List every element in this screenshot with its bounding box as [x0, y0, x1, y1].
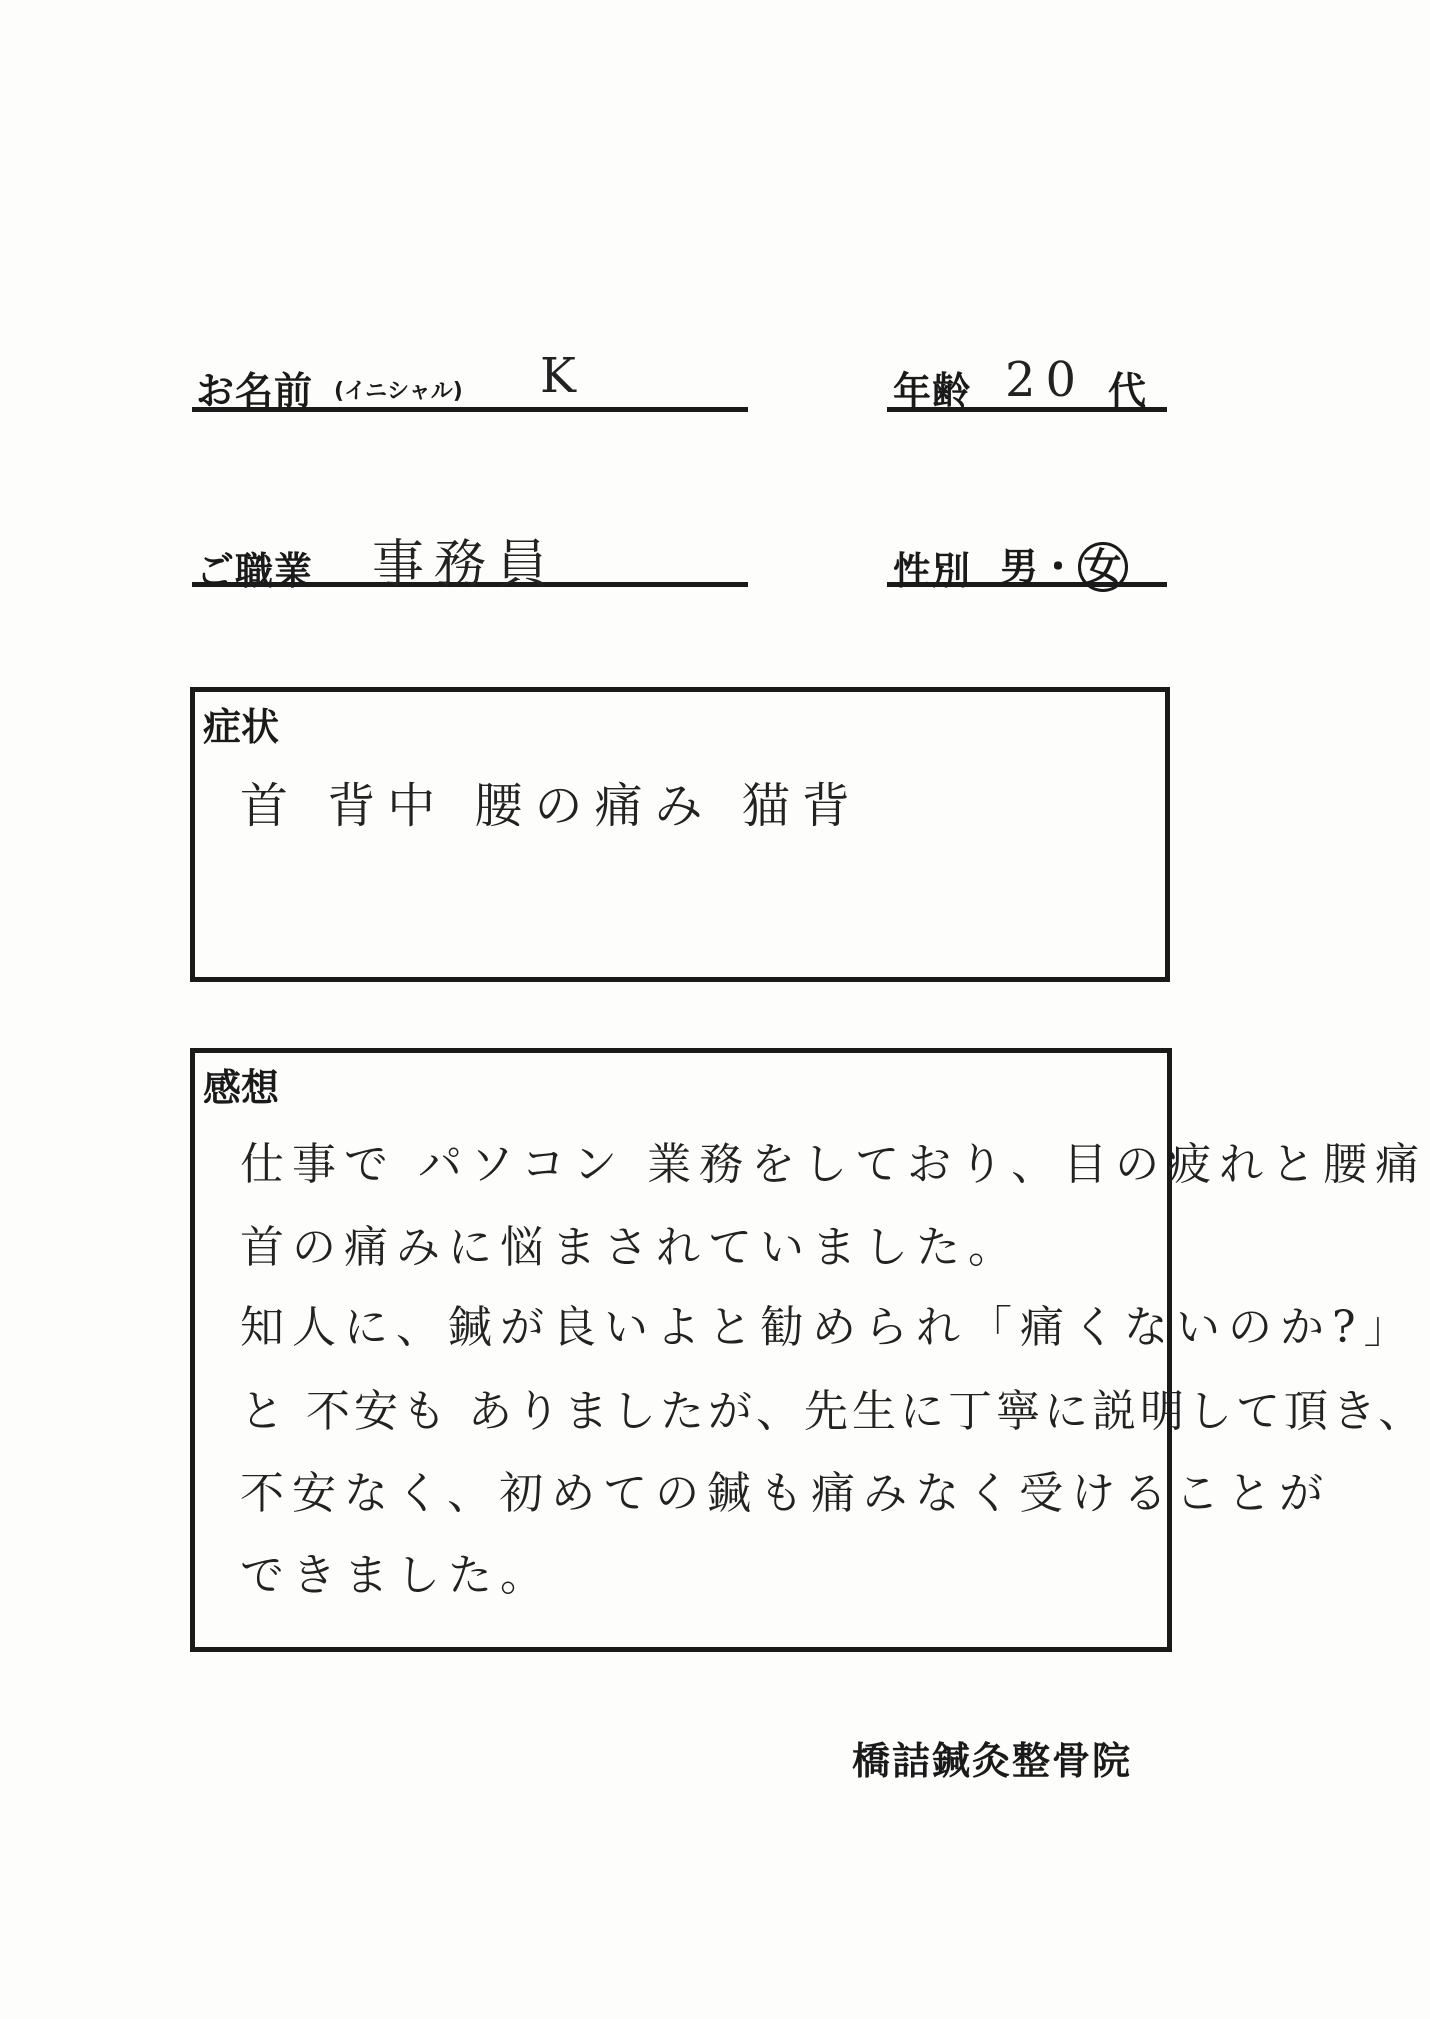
impressions-line: 知人に、鍼が良いよと勧められ「痛くないのか?」	[240, 1302, 1416, 1353]
impressions-line: 仕事で パソコン 業務をしており、目の疲れと腰痛	[240, 1139, 1428, 1190]
symptoms-box	[190, 687, 1170, 982]
age-value: 20	[1005, 352, 1087, 408]
clinic-name: 橋詰鍼灸整骨院	[852, 1739, 1133, 1783]
symptoms-title: 症状	[203, 705, 280, 749]
impressions-line: 不安なく、初めての鍼も痛みなく受けることが	[240, 1468, 1332, 1519]
gender-male-option: 男	[1000, 545, 1040, 589]
symptoms-text: 首 背中 腰の痛み 猫背	[240, 778, 862, 834]
age-suffix: 代	[1108, 369, 1148, 413]
impressions-line: できました。	[240, 1550, 552, 1601]
impressions-line: と 不安も ありましたが、先生に丁寧に説明して頂き、	[240, 1386, 1427, 1437]
occupation-label: ご職業	[196, 549, 314, 593]
gender-label: 性別	[893, 549, 972, 593]
gender-separator: ・	[1039, 545, 1079, 589]
impressions-line: 首の痛みに悩まされていました。	[240, 1222, 1020, 1273]
gender-female-option-circled: 女	[1078, 542, 1128, 592]
name-value: K	[540, 348, 586, 404]
name-sub-label: (イニシャル)	[334, 379, 463, 404]
age-label: 年齢	[893, 369, 972, 413]
occupation-value: 事務員	[372, 535, 559, 595]
impressions-title: 感想	[203, 1066, 280, 1110]
impressions-box	[190, 1048, 1428, 1652]
name-label: お名前	[196, 369, 314, 413]
gender-options	[1000, 536, 1128, 592]
